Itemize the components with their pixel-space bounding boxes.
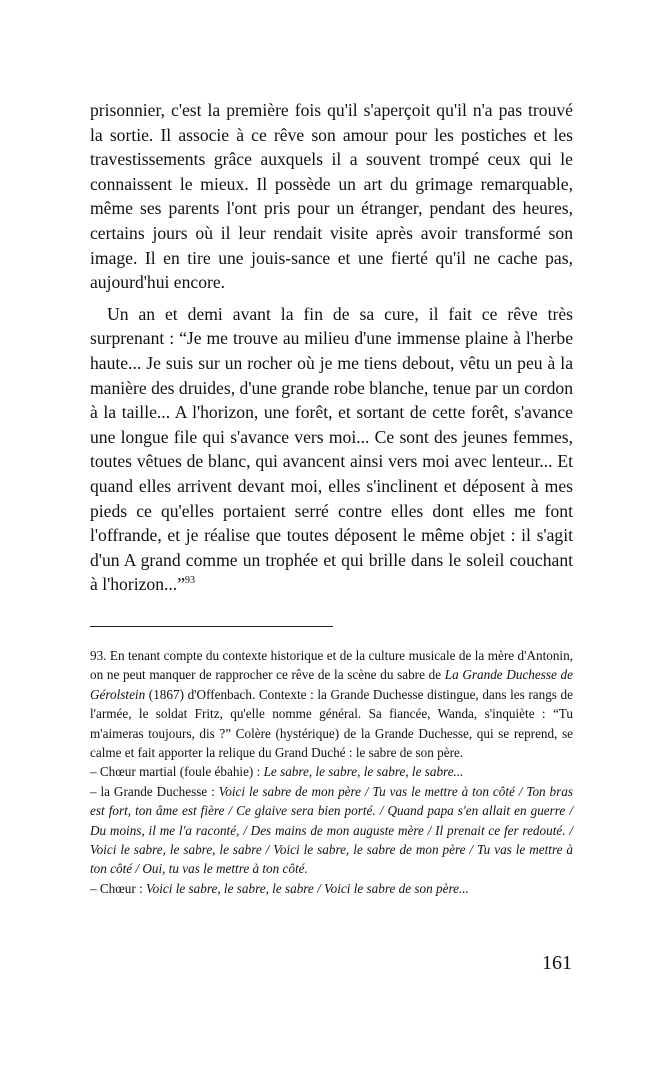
page-number: 161 xyxy=(542,952,572,974)
paragraph-text: prisonnier, c'est la première fois qu'il s'aperçoit qu'il n'a pas trouvé la sortie. Il associe à ce rêve son amour pour les postiches et les travestissements grâce auxquels il a souvent trompé ceux qui le connaissent le mieux. Il possède un art du grimage remarquable, même ses parents l'ont pris pour un étranger, pendant des heures, certains jours où il leur rendait visite après avoir transformé son image. Il en tire une jouis-sance et une fierté qu'il ne cache pas, aujourd'hui encore. xyxy=(90,100,573,293)
footnote-line xyxy=(90,879,573,898)
footnote-context: (1867) d'Offenbach. Contexte : la Grande Duchesse distingue, dans les rangs de l'armée, le soldat Fritz, qu'elle nomme général. Sa fiancée, Wanda, s'inquiète : “Tu m'aimeras toujours, dis ?” Colère (hystérique) de la Grande Duchesse, qui se reprend, se calme et fait apporter la relique du Grand Duché : le sabre de son père. xyxy=(90,686,573,761)
footnote-divider xyxy=(90,626,333,627)
footnote-lead: 93. En tenant compte du contexte historique et de la culture musicale de la mère d'Antonin, on ne peut manquer de rapprocher ce rêve de la scène du sabre de xyxy=(90,648,573,683)
paragraph xyxy=(90,98,573,295)
speaker-label: – Chœur : xyxy=(90,880,147,896)
work-title: La Grande Duchesse de Gérolstein xyxy=(90,667,574,702)
lyric-text: Le sabre, le sabre, le sabre, le sabre... xyxy=(263,764,464,780)
footnote-line xyxy=(90,782,573,879)
paragraph xyxy=(90,302,573,597)
footnote-reference[interactable]: 93 xyxy=(185,575,196,587)
speaker-label: – Chœur martial (foule ébahie) : xyxy=(90,764,264,780)
main-text xyxy=(90,98,573,597)
lyric-text: Voici le sabre de mon père / Tu vas le mettre à ton côté / Ton bras est fort, ton âme est fière / Ce glaive sera bien porté. / Quand papa s'en allait en guerre / Du moins, il me l'a raconté, / Des mains de mon auguste mère / Il prenait ce fer redouté. / Voici le sabre, le sabre, le sabre / Voici le sabre, le sabre de mon père / Tu vas le mettre à ton côté / Oui, tu vas le mettre à ton côté. xyxy=(90,783,574,877)
footnote-line xyxy=(90,762,573,781)
footnote xyxy=(90,646,573,898)
speaker-label: – la Grande Duchesse : xyxy=(90,783,219,799)
footnote-paragraph xyxy=(90,646,573,762)
paragraph-text: Un an et demi avant la fin de sa cure, il fait ce rêve très surprenant : “Je me trouve au milieu d'une immense plaine à l'herbe haute... Je suis sur un rocher où je me tiens debout, vêtu un peu à la manière des druides, d'une grande robe blanche, tenue par un cordon à la taille... A l'horizon, une forêt, et sortant de cette forêt, s'avance une longue file qui s'avance vers moi... Ce sont des jeunes femmes, toutes vêtues de blanc, qui avancent ainsi vers moi avec lenteur... Et quand elles arrivent devant moi, elles s'inclinent et déposent à mes pieds ce qu'elles portaient serré contre elles dont elles me font l'offrande, et je réalise que toutes déposent le même objet : il s'agit d'un A grand comme un trophée et qui brille dans le soleil couchant à l'horizon...” xyxy=(90,303,573,595)
lyric-text: Voici le sabre, le sabre, le sabre / Voici le sabre de son père... xyxy=(146,880,469,896)
